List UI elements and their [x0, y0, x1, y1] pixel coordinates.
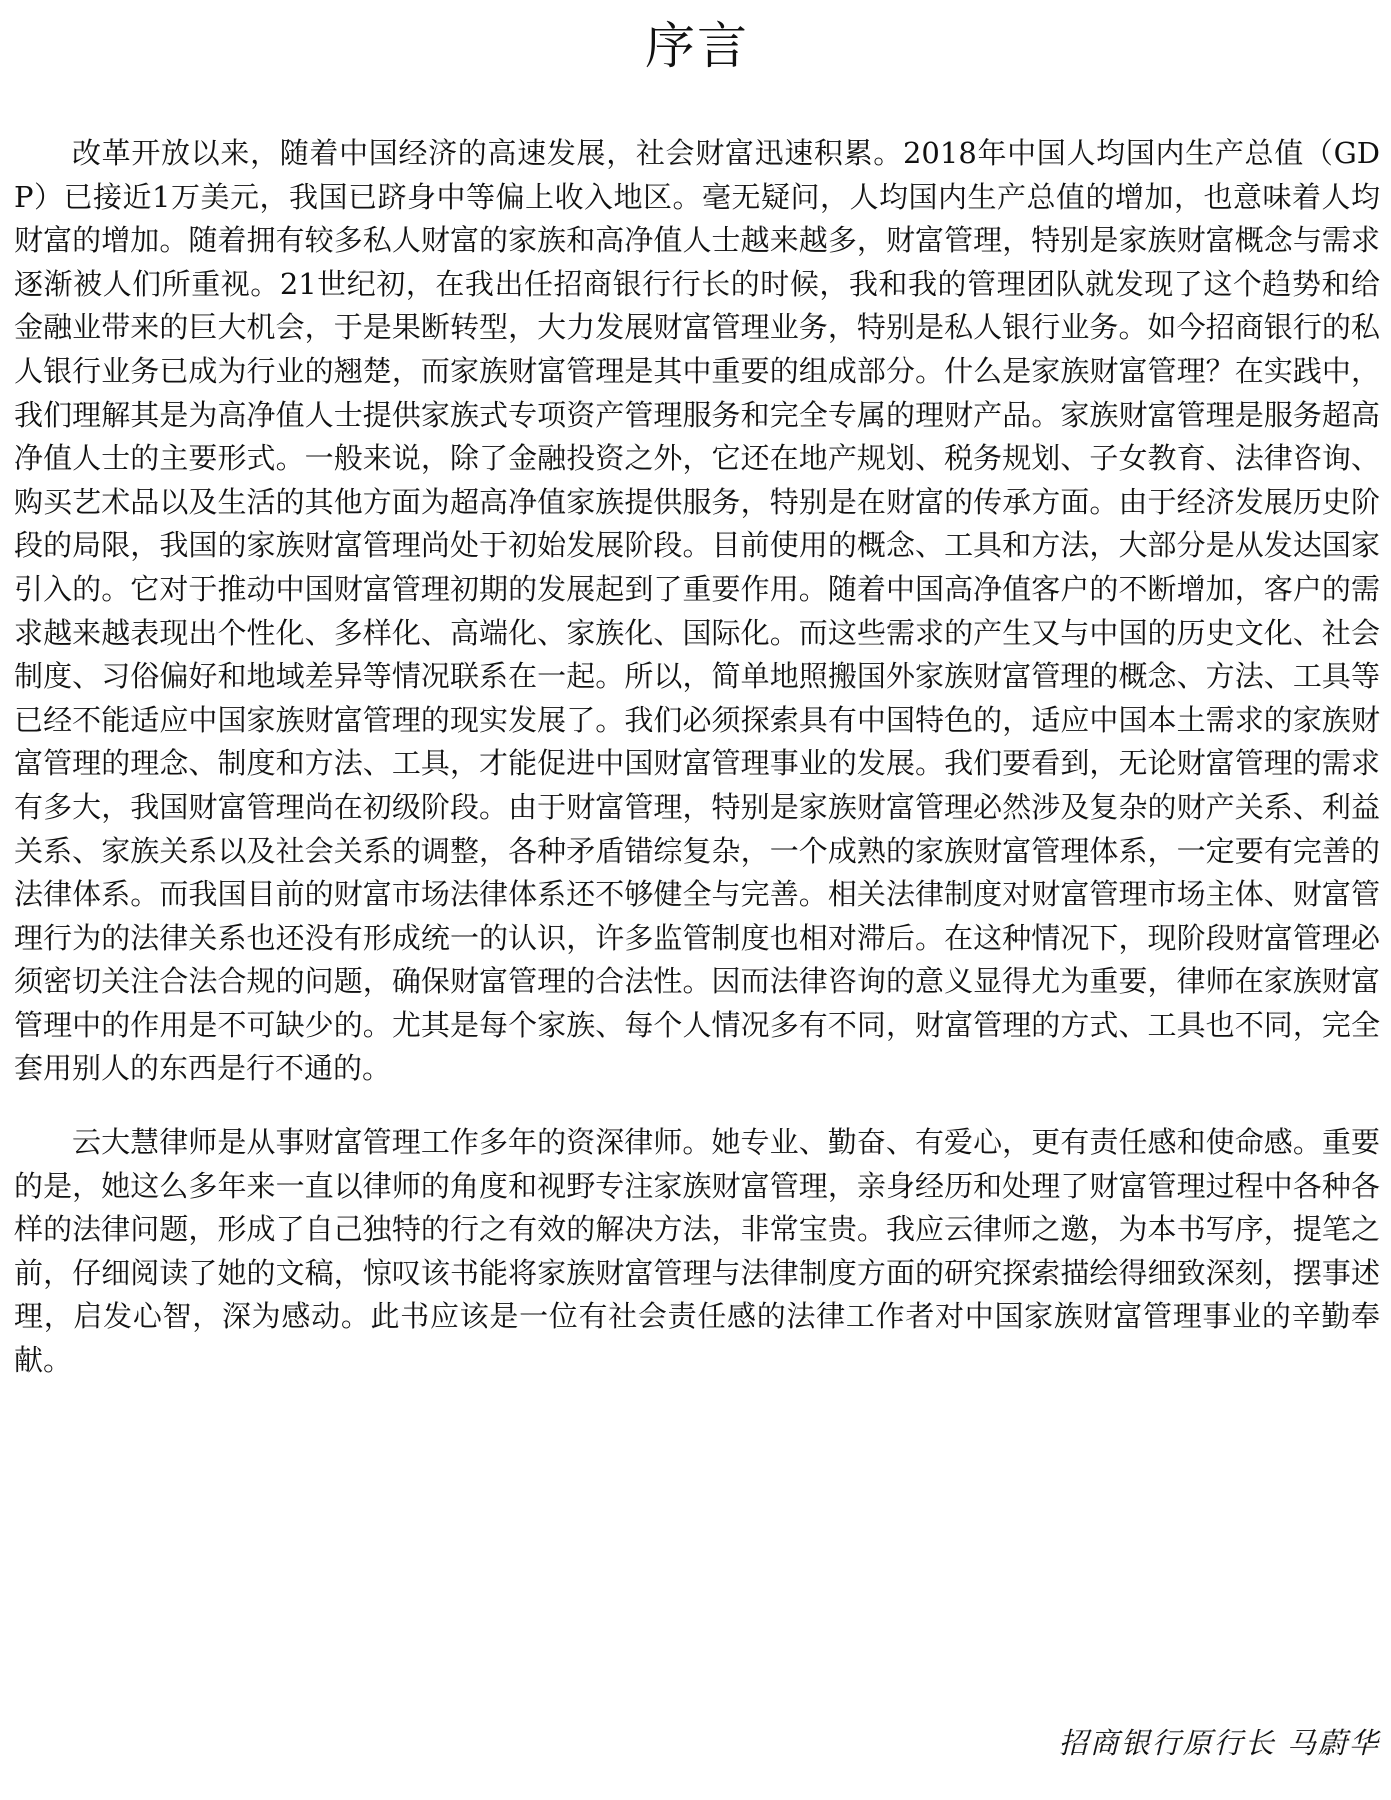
paragraph-1: 改革开放以来，随着中国经济的高速发展，社会财富迅速积累。2018年中国人均国内生产总值（GDP）已接近1万美元，我国已跻身中等偏上收入地区。毫无疑问，人均国内生产总值的增加，也意味着人均财富的增加。随着拥有较多私人财富的家族和高净值人士越来越多，财富管理，特别是家族财富概念与需求逐渐被人们所重视。21世纪初，在我出任招商银行行长的时候，我和我的管理团队就发现了这个趋势和给金融业带来的巨大机会，于是果断转型，大力发展财富管理业务，特别是私人银行业务。如今招商银行的私人银行业务已成为行业的翘楚，而家族财富管理是其中重要的组成部分。什么是家族财富管理？在实践中，我们理解其是为高净值人士提供家族式专项资产管理服务和完全专属的理财产品。家族财富管理是服务超高净值人士的主要形式。一般来说，除了金融投资之外，它还在地产规划、税务规划、子女教育、法律咨询、购买艺术品以及生活的其他方面为超高净值家族提供服务，特别是在财富的传承方面。由于经济发展历史阶段的局限，我国的家族财富管理尚处于初始发展阶段。目前使用的概念、工具和方法，大部分是从发达国家引入的。它对于推动中国财富管理初期的发展起到了重要作用。随着中国高净值客户的不断增加，客户的需求越来越表现出个性化、多样化、高端化、家族化、国际化。而这些需求的产生又与中国的历史文化、社会制度、习俗偏好和地域差异等情况联系在一起。所以，简单地照搬国外家族财富管理的概念、方法、工具等已经不能适应中国家族财富管理的现实发展了。我们必须探索具有中国特色的，适应中国本土需求的家族财富管理的理念、制度和方法、工具，才能促进中国财富管理事业的发展。我们要看到，无论财富管理的需求有多大，我国财富管理尚在初级阶段。由于财富管理，特别是家族财富管理必然涉及复杂的财产关系、利益关系、家族关系以及社会关系的调整，各种矛盾错综复杂，一个成熟的家族财富管理体系，一定要有完善的法律体系。而我国目前的财富市场法律体系还不够健全与完善。相关法律制度对财富管理市场主体、财富管理行为的法律关系也还没有形成统一的认识，许多监管制度也相对滞后。在这种情况下，现阶段财富管理必须密切关注合法合规的问题，确保财富管理的合法性。因而法律咨询的意义显得尤为重要，律师在家族财富管理中的作用是不可缺少的。尤其是每个家族、每个人情况多有不同，财富管理的方式、工具也不同，完全套用别人的东西是行不通的。 — [14, 136, 1380, 1086]
paragraph-2: 云大慧律师是从事财富管理工作多年的资深律师。她专业、勤奋、有爱心，更有责任感和使命感。重要的是，她这么多年来一直以律师的角度和视野专注家族财富管理，亲身经历和处理了财富管理过程中各种各样的法律问题，形成了自己独特的行之有效的解决方法，非常宝贵。我应云律师之邀，为本书写序，提笔之前，仔细阅读了她的文稿，惊叹该书能将家族财富管理与法律制度方面的研究探索描绘得细致深刻，摆事述理，启发心智，深为感动。此书应该是一位有社会责任感的法律工作者对中国家族财富管理事业的辛勤奉献。 — [14, 1125, 1380, 1378]
page-title: 序言 — [645, 17, 749, 75]
preface-body — [14, 132, 1380, 1383]
author-signature: 招商银行原行长 马蔚华 — [1058, 1726, 1380, 1760]
document-page — [14, 0, 1380, 1800]
